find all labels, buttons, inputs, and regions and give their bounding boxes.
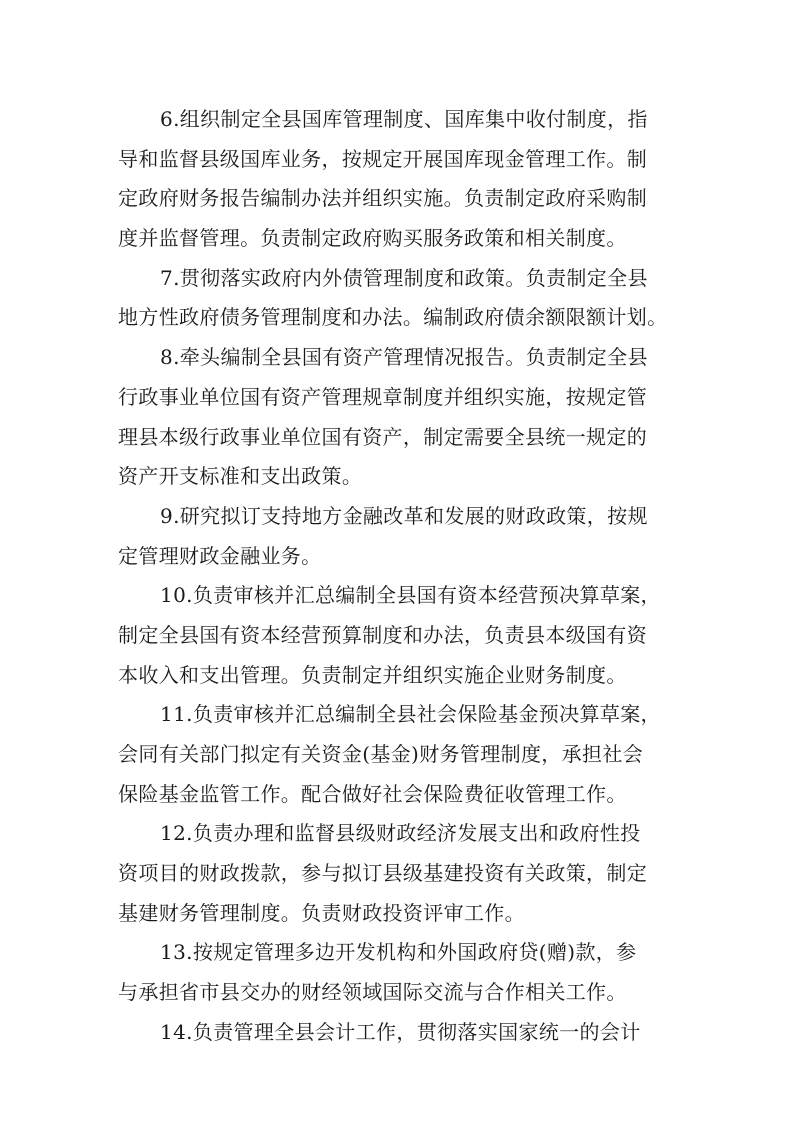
text-line: 9.研究拟订支持地方金融改革和发展的财政政策，按规 [160, 503, 648, 528]
text-line: 基建财务管理制度。负责财政投资评审工作。 [118, 900, 525, 925]
text-line: 定政府财务报告编制办法并组织实施。负责制定政府采购制 [118, 186, 648, 211]
text-line: 8.牵头编制全县国有资产管理情况报告。负责制定全县 [160, 345, 648, 370]
text-line: 13.按规定管理多边开发机构和外国政府贷(赠)款，参 [160, 940, 637, 965]
text-line: 地方性政府债务管理制度和办法。编制政府债余额限额计划。 [118, 305, 668, 330]
text-line: 12.负责办理和监督县级财政经济发展支出和政府性投 [160, 821, 641, 846]
document-body [118, 100, 683, 1053]
text-line: 10.负责审核并汇总编制全县国有资本经营预决算草案， [160, 583, 661, 608]
text-line: 7.贯彻落实政府内外债管理制度和政策。负责制定全县 [160, 265, 648, 290]
text-line: 定管理财政金融业务。 [118, 543, 322, 568]
text-line: 行政事业单位国有资产管理规章制度并组织实施，按规定管 [118, 384, 648, 409]
text-line: 14.负责管理全县会计工作，贯彻落实国家统一的会计 [160, 1019, 641, 1044]
text-line: 理县本级行政事业单位国有资产，制定需要全县统一规定的 [118, 424, 648, 449]
text-line: 6.组织制定全县国库管理制度、国库集中收付制度，指 [160, 107, 648, 131]
text-line: 导和监督县级国库业务，按规定开展国库现金管理工作。制 [118, 146, 648, 171]
text-line: 资项目的财政拨款，参与拟订县级基建投资有关政策，制定 [118, 861, 648, 886]
text-line: 资产开支标准和支出政策。 [118, 464, 363, 489]
text-line: 11.负责审核并汇总编制全县社会保险基金预决算草案， [160, 702, 661, 727]
text-line: 与承担省市县交办的财经领域国际交流与合作相关工作。 [118, 980, 627, 1005]
text-line: 保险基金监管工作。配合做好社会保险费征收管理工作。 [118, 781, 627, 806]
text-line: 度并监督管理。负责制定政府购买服务政策和相关制度。 [118, 226, 627, 251]
text-line: 本收入和支出管理。负责制定并组织实施企业财务制度。 [118, 662, 627, 687]
text-line: 制定全县国有资本经营预算制度和办法，负责县本级国有资 [118, 622, 648, 647]
text-line: 会同有关部门拟定有关资金(基金)财务管理制度，承担社会 [118, 742, 644, 766]
